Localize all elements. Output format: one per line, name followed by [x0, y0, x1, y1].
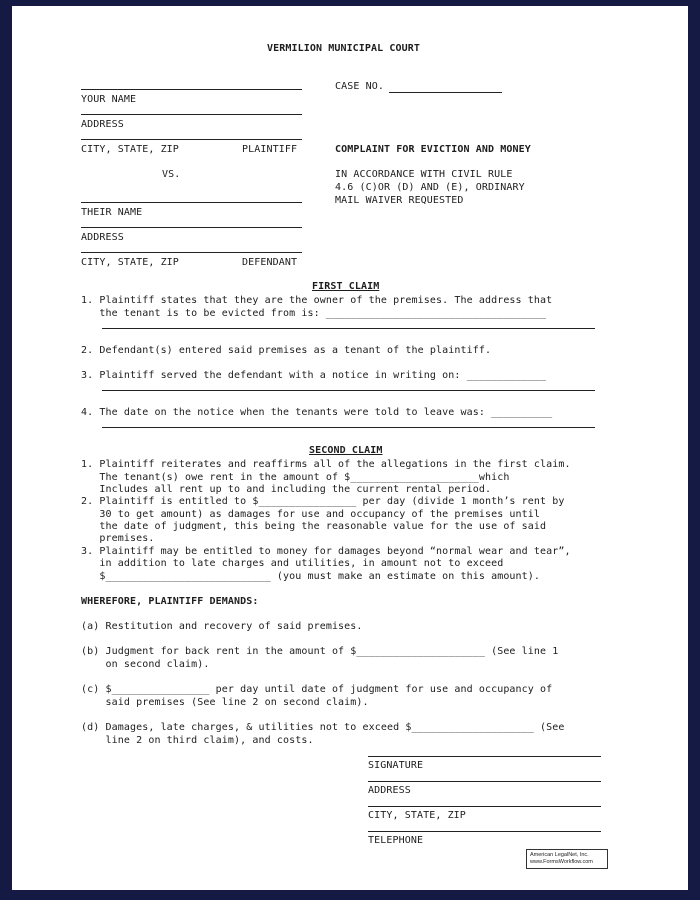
signature-csz-label: CITY, STATE, ZIP [368, 810, 466, 821]
logo-line-1: American LegalNet, Inc. [530, 852, 589, 858]
demand-a: (a) Restitution and recovery of said premises. [81, 621, 363, 632]
logo-line-2: www.FormsWorkflow.com [530, 858, 593, 865]
second-claim-line: 30 to get amount) as damages for use and occupancy of the premises until [81, 509, 541, 520]
plaintiff-role-label: PLAINTIFF [242, 144, 298, 155]
demand-c: (c) $________________ per day until date of judgment for use and occupancy of [81, 684, 553, 695]
plaintiff-name-line[interactable] [81, 89, 302, 90]
second-claim-line: the date of judgment, this being the reasonable value for the use of said [81, 521, 547, 532]
first-claim-item-2: 2. Defendant(s) entered said premises as a tenant of the plaintiff. [81, 345, 492, 356]
plaintiff-address-line[interactable] [81, 114, 302, 115]
defendant-address-label: ADDRESS [81, 232, 124, 243]
demand-c-cont: said premises (See line 2 on second claim). [81, 697, 369, 708]
signature-address-label: ADDRESS [368, 785, 411, 796]
demand-b: (b) Judgment for back rent in the amount of $_____________________ (See line 1 [81, 646, 559, 657]
first-claim-notice-line[interactable] [102, 390, 595, 391]
signature-address-line[interactable] [368, 781, 601, 782]
defendant-role-label: DEFENDANT [242, 257, 298, 268]
plaintiff-name-label: YOUR NAME [81, 94, 137, 105]
case-no-label: CASE NO. [335, 81, 384, 92]
second-claim-line: 3. Plaintiff may be entitled to money for damages beyond “normal wear and tear”, [81, 546, 571, 557]
first-claim-leave-line[interactable] [102, 427, 595, 428]
defendant-address-line[interactable] [81, 227, 302, 228]
telephone-line[interactable] [368, 831, 601, 832]
plaintiff-csz-line[interactable] [81, 139, 302, 140]
demand-d: (d) Damages, late charges, & utilities not to exceed $____________________ (See [81, 722, 565, 733]
complaint-title: COMPLAINT FOR EVICTION AND MONEY [335, 144, 531, 155]
defendant-csz-label: CITY, STATE, ZIP [81, 257, 179, 268]
vs-label: VS. [162, 169, 181, 180]
second-claim-line: in addition to late charges and utilities, in amount not to exceed [81, 558, 504, 569]
rule-text-line: IN ACCORDANCE WITH CIVIL RULE [335, 169, 513, 180]
plaintiff-csz-label: CITY, STATE, ZIP [81, 144, 179, 155]
defendant-name-label: THEIR NAME [81, 207, 143, 218]
defendant-name-line[interactable] [81, 202, 302, 203]
second-claim-line: The tenant(s) owe rent in the amount of $_____________________which [81, 472, 510, 483]
second-claim-line: Includes all rent up to and including the current rental period. [81, 484, 492, 495]
second-claim-heading: SECOND CLAIM [309, 445, 383, 456]
first-claim-item-3: 3. Plaintiff served the defendant with a notice in writing on: _____________ [81, 370, 547, 381]
form-page [12, 6, 688, 890]
demand-d-cont: line 2 on third claim), and costs. [81, 735, 314, 746]
signature-label: SIGNATURE [368, 760, 424, 771]
rule-text-line: MAIL WAIVER REQUESTED [335, 195, 464, 206]
demand-b-cont: on second claim). [81, 659, 210, 670]
case-no-field[interactable] [389, 92, 502, 93]
court-title: VERMILION MUNICIPAL COURT [267, 43, 421, 54]
rule-text-line: 4.6 (C)OR (D) AND (E), ORDINARY [335, 182, 525, 193]
second-claim-line: $___________________________ (you must make an estimate on this amount). [81, 571, 541, 582]
plaintiff-address-label: ADDRESS [81, 119, 124, 130]
legalnet-logo [526, 849, 608, 869]
first-claim-address-line[interactable] [102, 328, 595, 329]
telephone-label: TELEPHONE [368, 835, 424, 846]
second-claim-line: 1. Plaintiff reiterates and reaffirms all of the allegations in the first claim. [81, 459, 571, 470]
second-claim-line: premises. [81, 533, 155, 544]
signature-line[interactable] [368, 756, 601, 757]
second-claim-line: 2. Plaintiff is entitled to $________________ per day (divide 1 month’s rent by [81, 496, 565, 507]
first-claim-item-1-cont: the tenant is to be evicted from is: ____________________________________ [81, 308, 547, 319]
first-claim-item-1: 1. Plaintiff states that they are the owner of the premises. The address that [81, 295, 553, 306]
first-claim-item-4: 4. The date on the notice when the tenants were told to leave was: __________ [81, 407, 553, 418]
defendant-csz-line[interactable] [81, 252, 302, 253]
first-claim-heading: FIRST CLAIM [312, 281, 380, 292]
signature-csz-line[interactable] [368, 806, 601, 807]
demands-heading: WHEREFORE, PLAINTIFF DEMANDS: [81, 596, 259, 607]
